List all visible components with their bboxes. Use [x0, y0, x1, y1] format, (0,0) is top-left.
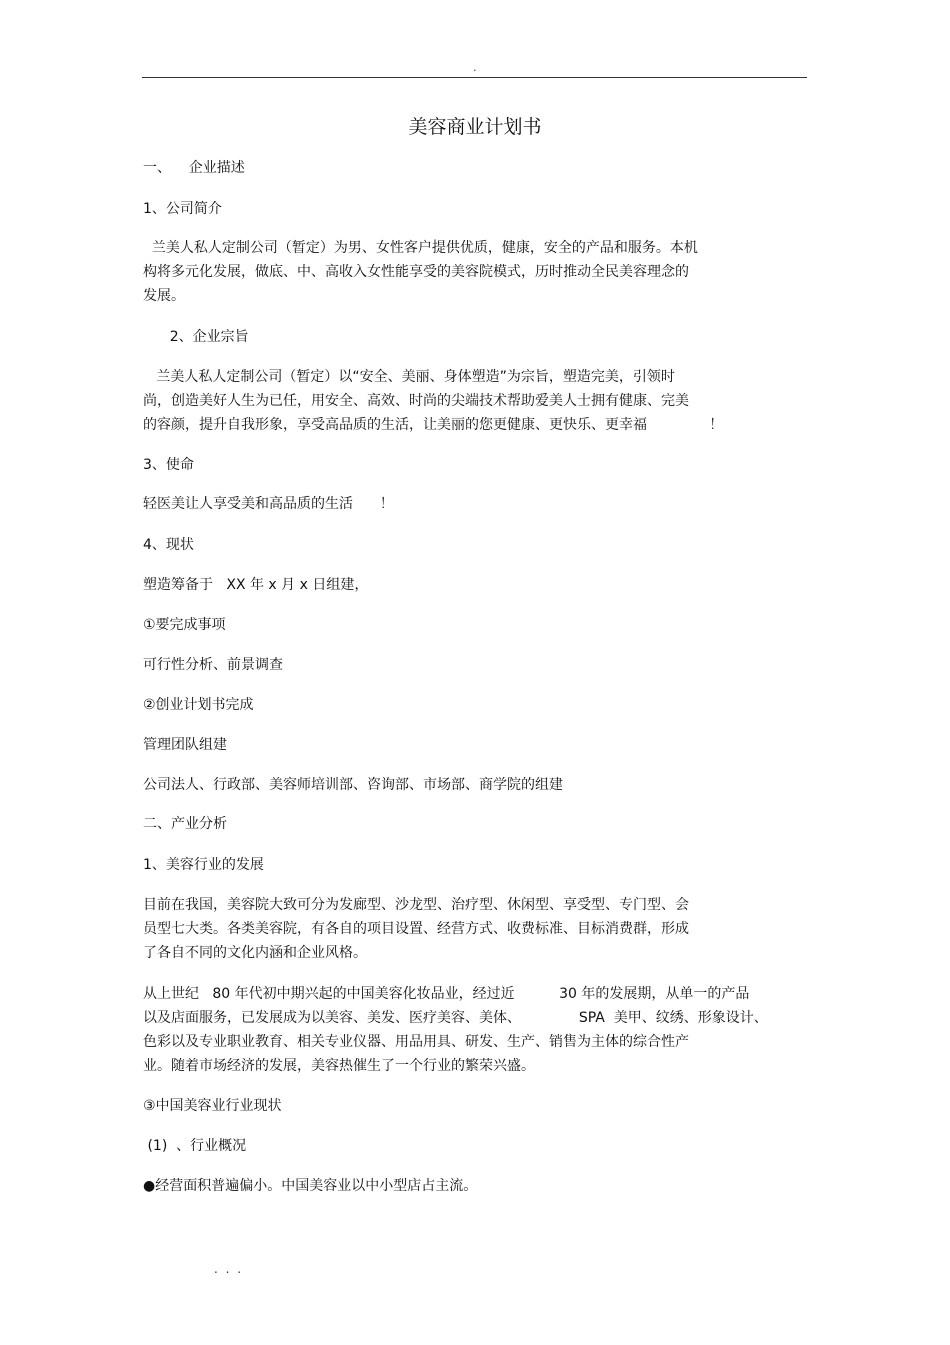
- paragraph-line: 公司法人、行政部、美容师培训部、咨询部、市场部、商学院的组建: [143, 777, 563, 793]
- paragraph-line: 兰美人私人定制公司（暂定）为男、女性客户提供优质，健康，安全的产品和服务。本机: [143, 240, 698, 256]
- paragraph-line: 目前在我国，美容院大致可分为发廊型、沙龙型、治疗型、休闲型、享受型、专门型、会: [143, 897, 689, 913]
- paragraph-line: 以及店面服务，已发展成为以美容、美发、医疗美容、美体、 SPA 美甲、纹绣、形象设计、: [143, 1010, 768, 1026]
- subheading-purpose: 2、企业宗旨: [143, 329, 249, 345]
- subheading-company-profile: 1、公司简介: [143, 201, 222, 217]
- header-dot: .: [473, 61, 477, 74]
- paragraph-line: 尚，创造美好人生为已任，用安全、高效、时尚的尖端技术帮助爱美人士拥有健康、完美: [143, 393, 689, 409]
- paragraph-line: 从上世纪 80 年代初中期兴起的中国美容化妆品业，经过近 30 年的发展期，从单一的产品: [143, 986, 750, 1002]
- section-heading-1: 一、 企业描述: [143, 160, 245, 176]
- subheading-mission: 3、使命: [143, 457, 194, 473]
- paragraph-line: 的容颜，提升自我形象，享受高品质的生活，让美丽的您更健康、更快乐、更幸福 ！: [143, 417, 724, 433]
- paragraph-line: 员型七大类。各类美容院，有各自的项目设置、经营方式、收费标准、目标消费群，形成: [143, 921, 689, 937]
- footer-dots: . . .: [214, 1262, 244, 1276]
- paragraph-line: 轻医美让人享受美和高品质的生活 ！: [143, 496, 394, 512]
- subheading-industry-overview: (1) 、行业概况: [143, 1138, 247, 1154]
- bullet-item: ●经营面积普遍偏小。中国美容业以中小型店占主流。: [143, 1178, 478, 1194]
- list-heading: ③中国美容业行业现状: [143, 1098, 282, 1114]
- paragraph-line: 发展。: [143, 288, 185, 304]
- list-heading: ②创业计划书完成: [143, 697, 254, 713]
- subheading-industry-development: 1、美容行业的发展: [143, 857, 264, 873]
- paragraph-line: 色彩以及专业职业教育、相关专业仪器、用品用具、研发、生产、销售为主体的综合性产: [143, 1034, 689, 1050]
- header-rule: [142, 77, 807, 78]
- paragraph-line: 了各自不同的文化内涵和企业风格。: [143, 945, 367, 961]
- paragraph-line: 构将多元化发展，做底、中、高收入女性能享受的美容院模式，历时推动全民美容理念的: [143, 264, 689, 280]
- paragraph-line: 管理团队组建: [143, 737, 227, 753]
- section-heading-2: 二、产业分析: [143, 816, 227, 832]
- paragraph-line: 兰美人私人定制公司（暂定）以“安全、美丽、身体塑造”为宗旨，塑造完美，引领时: [143, 369, 675, 385]
- paragraph-line: 业。随着市场经济的发展，美容热催生了一个行业的繁荣兴盛。: [143, 1058, 535, 1074]
- subheading-status: 4、现状: [143, 537, 194, 553]
- document-title: 美容商业计划书: [408, 116, 542, 138]
- paragraph-line: 可行性分析、前景调查: [143, 657, 283, 673]
- paragraph-line: 塑造筹备于 XX 年 x 月 x 日组建，: [143, 577, 369, 593]
- list-heading: ①要完成事项: [143, 617, 226, 633]
